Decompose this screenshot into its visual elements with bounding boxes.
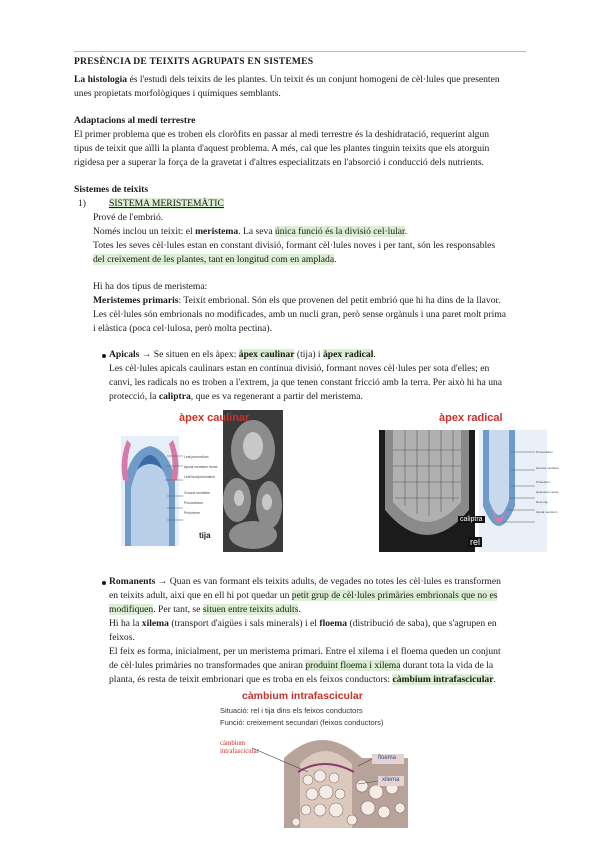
root-annotations: Procambium Ground meristem Protoderm Quiescent center Root cap Apical meristem [536, 450, 560, 514]
shoot-annotations: Leaf primordium Apical meristem dome Leaf bud/primordium Ground meristem Procambium Protoderm [184, 455, 218, 515]
types-intro: Hi ha dos tipus de meristema: [93, 281, 208, 292]
romanents-line-6: El feix es forma, inicialment, per un meristema primari. Entre el xilema i el floema queden un conjunt [109, 646, 501, 657]
romanents-line-7: de cèl·lules primàries no transformades que aniran produint floema i xilema durant tota la vida de la [109, 660, 494, 671]
stem-label: tija [199, 531, 211, 540]
meristem-line: Només inclou un teixit: el meristema. La seva única funció és la divisió cel·lular. [93, 226, 408, 237]
growth-line: del creixement de les plantes, tant en longitud com en amplada. [93, 254, 337, 265]
bullet-romanents [102, 581, 106, 585]
cells-line: Les cèl·lules són embrionals no modificades, amb un nucli gran, però sense orgànuls i una paret molt prima [93, 309, 507, 320]
header-rule [74, 51, 526, 52]
cambium-situacio: Situació: rel i tija dins els feixos conductors [220, 706, 363, 715]
root-apex-illustration [379, 410, 547, 552]
page-title: PRESÈNCIA DE TEIXITS AGRUPATS EN SISTEMES [74, 56, 314, 67]
apicals-line-1: Apicals → Se situen en els àpex: àpex caulinar (tija) i àpex radical. [109, 349, 376, 360]
calyptra-label: caliptra [460, 516, 483, 523]
shoot-apex-label: àpex caulinar [179, 412, 250, 424]
highlight-growth: del creixement de les plantes, tant en longitud com en amplada [93, 254, 335, 265]
adaptations-heading: Adaptacions al medi terrestre [74, 115, 196, 126]
root-apex-label: àpex radical [439, 412, 503, 424]
phloem-label: floema [378, 755, 397, 761]
romanents-line-3: modifiquen. Per tant, se situen entre teixits adults. [109, 604, 301, 615]
root-label: rel [470, 537, 481, 547]
list-number: 1) [78, 198, 86, 209]
intro-line-2: unes propietats morfològiques i químiques semblants. [74, 88, 281, 99]
intro-line-1: La histologia és l'estudi dels teixits de les plantes. Un teixit és un conjunt homogeni de cèl·lules que presenten [74, 74, 500, 85]
highlight-function: única funció és la divisió cel·lular [274, 226, 405, 237]
cambium-title: càmbium intrafascicular [242, 690, 363, 702]
histologia-term: La histologia [74, 74, 128, 85]
adaptations-line-3: rigidesa per a superar la força de la gravetat i d'altres especialitzats en l'absorció i conducció dels nutrients. [74, 157, 484, 168]
romanents-line-5: feixos. [109, 632, 135, 643]
apicals-line-3: canvi, les radicals no es troben a l'extrem, ja que tenen constant fricció amb la terra. Per això hi ha una [109, 377, 503, 388]
root-apex-figure [379, 410, 560, 552]
romanents-line-8: planta, és resta de teixit embrionari que es troba en els feixos conductors: càmbium intrafascicular. [109, 674, 496, 685]
shoot-apex-figure [117, 410, 283, 552]
romanents-line-1: Romanents → Quan es van formant els teixits adults, de vegades no totes les cèl·lules es transformen [109, 576, 501, 587]
division-line: Totes les seves cèl·lules estan en constant divisió, formant cèl·lules noves i per tant, són les responsables [93, 240, 496, 251]
cambium-funcio: Funció: creixement secundari (feixos conductors) [220, 718, 384, 727]
origin-line: Prové de l'embrió. [93, 212, 164, 223]
romanents-line-4: Hi ha la xilema (transport d'aigües i sals minerals) i el floema (distribució de saba), que s'agrupen en [109, 618, 497, 629]
systems-heading: Sistemes de teixits [74, 184, 149, 195]
apicals-line-4: protecció, la caliptra, que es va regenerant a partir del meristema. [109, 391, 363, 402]
cambium-left-label: càmbium intrafascicular [220, 740, 259, 755]
apicals-line-2: Les cèl·lules apicals caulinars estan en contínua divisió, formant noves cèl·lules per sota d'elles; en [109, 363, 490, 374]
wall-line: i elàstica (poca cel·lulosa, però molta pectina). [93, 323, 273, 334]
meristematic-system-title: SISTEMA MERISTEMÀTIC [109, 198, 224, 209]
cambium-figure [212, 688, 432, 828]
xylem-label: xilema [382, 777, 400, 783]
romanents-line-2: en teixits adult, així que en ell hi pot quedar un petit grup de cèl·lules primàries embrionals que no es [109, 590, 498, 601]
adaptations-line-2: tipus de teixit que aïlli la planta d'aquest problema. A més, cal que les plantes tinguin teixits que els atorguin [74, 143, 490, 154]
adaptations-line-1: El primer problema que es troben els cloròfits en passar al medi terrestre és la deshidratació, requerint algun [74, 129, 490, 140]
primary-meristem-line: Meristemes primaris: Teixit embrional. Són els que provenen del petit embrió que hi ha dins de la llavor. [93, 295, 501, 306]
bullet-apicals [102, 354, 106, 358]
